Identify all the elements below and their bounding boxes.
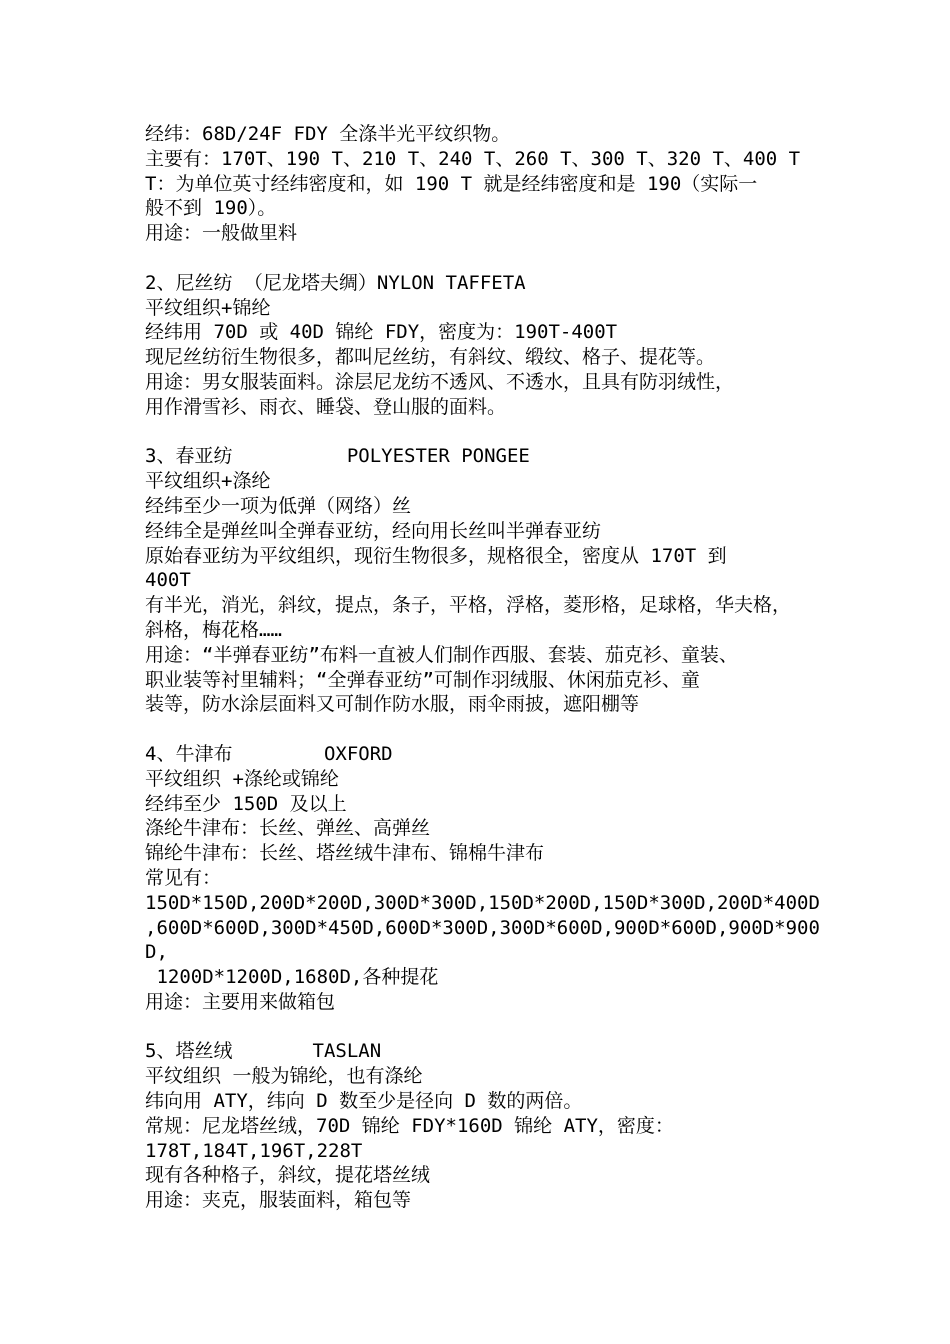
text-line: 用途：主要用来做箱包 bbox=[145, 990, 336, 1013]
text-line: 涤纶牛津布：长丝、弹丝、高弹丝 bbox=[145, 817, 431, 840]
text-line: 现有各种格子，斜纹，提花塔丝绒 bbox=[145, 1164, 431, 1187]
section-spacer bbox=[145, 1015, 815, 1040]
text-line: 常规：尼龙塔丝绒，70D 锦纶 FDY*160D 锦纶 ATY，密度： bbox=[145, 1114, 674, 1137]
text-line: 经纬至少 150D 及以上 bbox=[145, 792, 347, 815]
text-line: 150D*150D,200D*200D,300D*300D,150D*200D,150D*300D,200D*400D bbox=[145, 891, 820, 914]
text-line: 斜格，梅花格…… bbox=[145, 618, 282, 641]
document-body bbox=[145, 122, 820, 1213]
text-line: 用途：“半弹春亚纺”布料一直被人们制作西服、套装、茄克衫、童装、 bbox=[145, 643, 738, 666]
text-line: 平纹组织 +涤纶或锦纶 bbox=[145, 767, 339, 790]
text-line: 装等，防水涂层面料又可制作防水服，雨伞雨披，遮阳棚等 bbox=[145, 693, 640, 716]
text-line: 用途：男女服装面料。涂层尼龙纺不透风、不透水，且具有防羽绒性， bbox=[145, 370, 735, 393]
text-line: 经纬至少一项为低弹（网络）丝 bbox=[145, 494, 412, 517]
text-line: 般不到 190）。 bbox=[145, 197, 277, 220]
text-line: 纬向用 ATY，纬向 D 数至少是径向 D 数的两倍。 bbox=[145, 1090, 583, 1113]
text-line: 锦纶牛津布：长丝、塔丝绒牛津布、锦棉牛津布 bbox=[145, 842, 545, 865]
text-line: 经纬：68D/24F FDY 全涤半光平纹织物。 bbox=[145, 123, 511, 145]
text-line: ,600D*600D,300D*450D,600D*300D,300D*600D,900D*600D,900D*900 bbox=[145, 916, 820, 939]
text-line: 平纹组织+锦纶 bbox=[145, 296, 271, 319]
text-line: 平纹组织 一般为锦纶，也有涤纶 bbox=[145, 1065, 423, 1088]
text-line: D, bbox=[145, 941, 168, 964]
section-heading: 2、尼丝纺 （尼龙塔夫绸）NYLON TAFFETA bbox=[145, 271, 526, 294]
section-heading: 5、塔丝绒 TASLAN bbox=[145, 1040, 382, 1063]
text-line: 主要有：170T、190 T、210 T、240 T、260 T、300 T、320 T、400 T bbox=[145, 147, 801, 170]
text-line: 平纹组织+涤纶 bbox=[145, 470, 271, 493]
section-oxford bbox=[145, 742, 820, 1015]
text-line: 用途：夹克，服装面料，箱包等 bbox=[145, 1189, 412, 1212]
text-line: 常见有： bbox=[145, 866, 222, 889]
text-line: 400T bbox=[145, 569, 191, 592]
section-polyester-pongee bbox=[145, 444, 815, 717]
text-line: 1200D*1200D,1680D,各种提花 bbox=[145, 966, 439, 989]
section-spacer bbox=[145, 246, 815, 271]
text-line: 用途：一般做里料 bbox=[145, 222, 298, 245]
section-heading: 4、牛津布 OXFORD bbox=[145, 742, 393, 765]
text-line: 经纬全是弹丝叫全弹春亚纺，经向用长丝叫半弹春亚纺 bbox=[145, 519, 602, 542]
section-spacer bbox=[145, 420, 815, 445]
text-line: 有半光，消光，斜纹，提点，条子，平格，浮格，菱形格，足球格，华夫格， bbox=[145, 594, 792, 617]
section-nylon-taffeta bbox=[145, 271, 815, 420]
section-spacer bbox=[145, 717, 815, 742]
section-heading: 3、春亚纺 POLYESTER PONGEE bbox=[145, 445, 530, 468]
section-taslan bbox=[145, 1039, 815, 1213]
text-line: 职业装等衬里辅料；“全弹春亚纺”可制作羽绒服、休闲茄克衫、童 bbox=[145, 668, 700, 691]
text-line: 用作滑雪衫、雨衣、睡袋、登山服的面料。 bbox=[145, 395, 507, 418]
text-line: 经纬用 70D 或 40D 锦纶 FDY，密度为：190T-400T bbox=[145, 321, 618, 344]
text-line: 现尼丝纺衍生物很多，都叫尼丝纺，有斜纹、缎纹、格子、提花等。 bbox=[145, 346, 716, 369]
section-taffeta bbox=[145, 122, 815, 246]
text-line: 178T,184T,196T,228T bbox=[145, 1139, 363, 1162]
text-line: T：为单位英寸经纬密度和，如 190 T 就是经纬密度和是 190（实际一 bbox=[145, 172, 758, 195]
text-line: 原始春亚纺为平纹组织，现衍生物很多，规格很全，密度从 170T 到 bbox=[145, 544, 727, 567]
